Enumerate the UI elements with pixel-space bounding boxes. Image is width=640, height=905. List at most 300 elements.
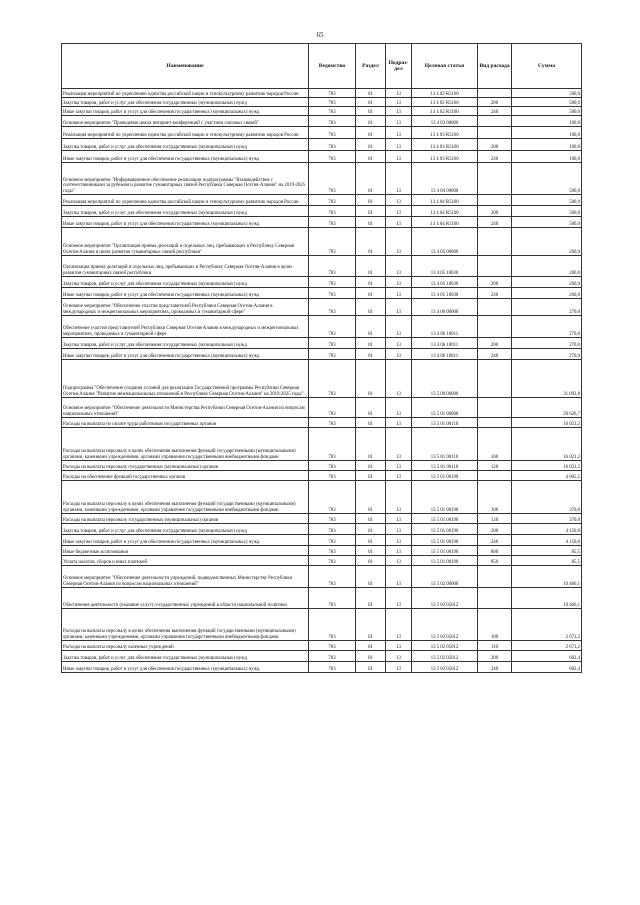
table-row [62, 217, 582, 228]
cell-subsection: 13 [386, 217, 412, 228]
cell-section: 01 [356, 428, 386, 461]
cell-department: 783 [309, 609, 356, 641]
cell-section: 01 [356, 288, 386, 299]
cell-name: Расходы на выплаты персоналу в целях обеспечения выполнения функций государственными (муниципальными) органами, казенными учреждениями, органами управления государственными внебюджетными фондами [62, 428, 309, 461]
cell-target-article: 13 5 02 05012 [412, 641, 478, 651]
cell-subsection: 13 [386, 609, 412, 641]
cell-amount: 370,0 [512, 514, 582, 524]
cell-target-article: 13 4 02 R5160 [412, 107, 478, 116]
table-row [62, 116, 582, 127]
cell-target-article: 13 5 02 05012 [412, 651, 478, 662]
cell-section: 01 [356, 98, 386, 107]
cell-amount: 16 021,2 [512, 461, 582, 471]
table-row [62, 566, 582, 588]
cell-amount: 4 150,0 [512, 524, 582, 535]
cell-department: 783 [309, 277, 356, 288]
cell-section: 01 [356, 481, 386, 514]
cell-subsection: 13 [386, 514, 412, 524]
cell-section: 01 [356, 461, 386, 471]
cell-amount: 270,0 [512, 316, 582, 338]
cell-amount: 500,0 [512, 206, 582, 217]
cell-section: 01 [356, 418, 386, 428]
cell-section: 01 [356, 566, 386, 588]
col-header-target-article: Целевая статья [412, 44, 478, 89]
cell-name: Основное мероприятие "Обеспечение деятельности Министерства Республики Северная Осетия-Алания по вопросам национальных отношений" [62, 398, 309, 418]
cell-subsection: 13 [386, 524, 412, 535]
table-row [62, 428, 582, 461]
cell-subsection: 13 [386, 461, 412, 471]
table-row [62, 338, 582, 349]
cell-subsection: 13 [386, 428, 412, 461]
cell-target-article: 13 4 06 10011 [412, 349, 478, 360]
cell-section: 01 [356, 228, 386, 256]
cell-department: 783 [309, 195, 356, 206]
cell-target-article: 13 4 06 10011 [412, 338, 478, 349]
cell-section: 01 [356, 256, 386, 277]
cell-department: 783 [309, 349, 356, 360]
cell-name: Закупка товаров, работ и услуг для обеспечения государственных (муниципальных) нужд [62, 338, 309, 349]
cell-section: 01 [356, 662, 386, 673]
cell-department: 783 [309, 461, 356, 471]
table-row [62, 277, 582, 288]
cell-subsection: 13 [386, 98, 412, 107]
cell-expense-type [478, 256, 512, 277]
cell-section: 01 [356, 139, 386, 151]
cell-subsection: 13 [386, 316, 412, 338]
cell-name: Закупка товаров, работ и услуг для обеспечения государственных (муниципальных) нужд [62, 98, 309, 107]
table-row [62, 127, 582, 139]
cell-amount: 31 092,8 [512, 360, 582, 398]
cell-amount: 2 673,2 [512, 609, 582, 641]
cell-department: 783 [309, 481, 356, 514]
cell-name: Расходы на выплаты персоналу государственных (муниципальных) органов [62, 514, 309, 524]
cell-amount: 100,0 [512, 116, 582, 127]
table-row [62, 89, 582, 98]
cell-section: 01 [356, 471, 386, 481]
table-row [62, 316, 582, 338]
cell-expense-type: 200 [478, 98, 512, 107]
cell-expense-type: 240 [478, 662, 512, 673]
cell-amount: 260,0 [512, 277, 582, 288]
cell-name: Закупка товаров, работ и услуг для обеспечения государственных (муниципальных) нужд [62, 651, 309, 662]
cell-amount: 500,0 [512, 217, 582, 228]
cell-subsection: 13 [386, 398, 412, 418]
cell-expense-type [478, 89, 512, 98]
table-row [62, 206, 582, 217]
page-number: 65 [316, 31, 324, 39]
cell-subsection: 13 [386, 641, 412, 651]
cell-target-article: 13 5 02 05012 [412, 588, 478, 609]
cell-expense-type [478, 116, 512, 127]
col-header-subsection: Подраз-дел [386, 44, 412, 89]
table-row [62, 139, 582, 151]
col-header-department: Ведомство [309, 44, 356, 89]
cell-department: 783 [309, 127, 356, 139]
cell-name: Расходы на выплаты по оплате труда работников государственных органов [62, 418, 309, 428]
cell-name: Расходы на выплаты персоналу казенных учреждений [62, 641, 309, 651]
cell-target-article: 13 4 05 10030 [412, 288, 478, 299]
cell-target-article: 13 4 04 00000 [412, 163, 478, 195]
cell-name: Уплата налогов, сборов и иных платежей [62, 556, 309, 566]
table-row [62, 151, 582, 163]
cell-subsection: 13 [386, 139, 412, 151]
cell-amount: 10 466,1 [512, 588, 582, 609]
cell-department: 783 [309, 662, 356, 673]
cell-expense-type: 100 [478, 481, 512, 514]
cell-name: Иные закупки товаров, работ и услуг для обеспечения государственных (муниципальных) нужд [62, 349, 309, 360]
cell-target-article: 13 4 03 R5160 [412, 127, 478, 139]
cell-department: 783 [309, 338, 356, 349]
cell-amount: 260,0 [512, 288, 582, 299]
table-row [62, 163, 582, 195]
cell-target-article: 13 4 06 00000 [412, 299, 478, 316]
cell-expense-type: 200 [478, 338, 512, 349]
cell-target-article: 13 5 01 00110 [412, 428, 478, 461]
cell-amount: 2 673,2 [512, 641, 582, 651]
cell-name: Организация приема делегаций и отдельных лиц, пребывающих в Республику Северная Осетия-Алания в целях развития гуманитарных связей республики [62, 256, 309, 277]
cell-target-article: 13 4 03 R5160 [412, 151, 478, 163]
cell-target-article: 13 4 04 R5160 [412, 206, 478, 217]
cell-section: 01 [356, 316, 386, 338]
cell-expense-type [478, 228, 512, 256]
cell-target-article: 13 4 04 R5160 [412, 217, 478, 228]
cell-target-article: 13 4 03 R5160 [412, 139, 478, 151]
cell-subsection: 13 [386, 338, 412, 349]
cell-section: 01 [356, 107, 386, 116]
cell-department: 783 [309, 256, 356, 277]
cell-expense-type: 120 [478, 461, 512, 471]
cell-name: Закупка товаров, работ и услуг для обеспечения государственных (муниципальных) нужд [62, 277, 309, 288]
cell-expense-type: 240 [478, 217, 512, 228]
cell-subsection: 13 [386, 299, 412, 316]
cell-department: 783 [309, 163, 356, 195]
cell-name: Иные закупки товаров, работ и услуг для обеспечения государственных (муниципальных) нужд [62, 151, 309, 163]
cell-expense-type: 120 [478, 514, 512, 524]
cell-subsection: 13 [386, 546, 412, 556]
cell-name: Реализация мероприятий по укреплению единства российской нации и этнокультурному развитию народов России [62, 195, 309, 206]
cell-subsection: 13 [386, 195, 412, 206]
cell-expense-type [478, 299, 512, 316]
cell-expense-type: 200 [478, 206, 512, 217]
cell-amount: 602,4 [512, 651, 582, 662]
cell-department: 783 [309, 299, 356, 316]
cell-target-article: 13 5 00 00000 [412, 360, 478, 398]
cell-section: 01 [356, 151, 386, 163]
cell-name: Иные закупки товаров, работ и услуг для обеспечения государственных (муниципальных) нужд [62, 217, 309, 228]
cell-target-article: 13 4 02 R5160 [412, 89, 478, 98]
cell-department: 783 [309, 98, 356, 107]
cell-name: Основное мероприятие "Информационное обеспечение реализации подпрограммы "Взаимодействие с соотечественниками за рубежом и развитие гуманитарных связей Республики Северная Осетия-Алания" на 2019-2025 годы" [62, 163, 309, 195]
cell-section: 01 [356, 299, 386, 316]
cell-subsection: 13 [386, 651, 412, 662]
col-header-expense-type: Вид расхода [478, 44, 512, 89]
cell-expense-type: 110 [478, 641, 512, 651]
table-row [62, 461, 582, 471]
cell-name: Основное мероприятие "Обеспечение деятельности учреждений, подведомственных Министерству Республики Северная Осетия-Алания по вопросам национальных отношений" [62, 566, 309, 588]
cell-expense-type: 100 [478, 609, 512, 641]
cell-subsection: 13 [386, 535, 412, 546]
cell-department: 783 [309, 428, 356, 461]
cell-section: 01 [356, 338, 386, 349]
cell-name: Иные бюджетные ассигнования [62, 546, 309, 556]
cell-department: 783 [309, 556, 356, 566]
cell-target-article: 13 5 01 00110 [412, 418, 478, 428]
cell-target-article: 13 5 01 00190 [412, 514, 478, 524]
cell-section: 01 [356, 217, 386, 228]
cell-expense-type: 240 [478, 151, 512, 163]
cell-amount: 100,0 [512, 127, 582, 139]
cell-amount: 500,0 [512, 89, 582, 98]
table-row [62, 418, 582, 428]
cell-expense-type [478, 566, 512, 588]
cell-subsection: 13 [386, 349, 412, 360]
cell-department: 783 [309, 566, 356, 588]
table-row [62, 524, 582, 535]
cell-department: 783 [309, 217, 356, 228]
cell-department: 783 [309, 651, 356, 662]
cell-section: 01 [356, 514, 386, 524]
cell-amount: 85,5 [512, 556, 582, 566]
cell-target-article: 13 4 04 R5160 [412, 195, 478, 206]
cell-expense-type: 240 [478, 535, 512, 546]
cell-section: 01 [356, 89, 386, 98]
cell-section: 01 [356, 163, 386, 195]
cell-amount: 16 021,2 [512, 418, 582, 428]
budget-table [61, 43, 582, 673]
cell-name: Расходы на выплаты персоналу в целях обеспечения выполнения функций государственными (муниципальными) органами, казенными учреждениями, органами управления государственными внебюджетными фондами [62, 609, 309, 641]
cell-name: Обеспечение деятельности (оказание услуг) государственных учреждений в области национальной политики [62, 588, 309, 609]
cell-expense-type [478, 163, 512, 195]
cell-amount: 270,0 [512, 299, 582, 316]
cell-expense-type: 200 [478, 651, 512, 662]
cell-amount: 500,0 [512, 98, 582, 107]
cell-expense-type [478, 360, 512, 398]
cell-expense-type: 240 [478, 107, 512, 116]
table-row [62, 256, 582, 277]
cell-name: Иные закупки товаров, работ и услуг для обеспечения государственных (муниципальных) нужд [62, 662, 309, 673]
col-header-name: Наименование [62, 44, 309, 89]
cell-department: 783 [309, 151, 356, 163]
cell-section: 01 [356, 524, 386, 535]
cell-section: 01 [356, 349, 386, 360]
cell-expense-type: 850 [478, 556, 512, 566]
table-row [62, 535, 582, 546]
cell-department: 783 [309, 139, 356, 151]
cell-name: Расходы на обеспечение функций государственных органов [62, 471, 309, 481]
cell-expense-type: 800 [478, 546, 512, 556]
cell-expense-type: 200 [478, 524, 512, 535]
cell-expense-type [478, 398, 512, 418]
cell-target-article: 13 5 02 05012 [412, 662, 478, 673]
table-row [62, 98, 582, 107]
cell-amount: 20 626,7 [512, 398, 582, 418]
cell-name: Реализация мероприятий по укреплению единства российской нации и этнокультурному развитию народов России [62, 127, 309, 139]
cell-subsection: 13 [386, 256, 412, 277]
table-row [62, 546, 582, 556]
cell-section: 01 [356, 588, 386, 609]
table-row [62, 662, 582, 673]
cell-section: 01 [356, 206, 386, 217]
cell-name: Иные закупки товаров, работ и услуг для обеспечения государственных (муниципальных) нужд [62, 107, 309, 116]
table-row [62, 349, 582, 360]
table-row [62, 228, 582, 256]
cell-section: 01 [356, 277, 386, 288]
cell-target-article: 13 5 01 00190 [412, 481, 478, 514]
table-row [62, 195, 582, 206]
cell-department: 783 [309, 316, 356, 338]
cell-amount: 270,0 [512, 338, 582, 349]
col-header-amount: Сумма [512, 44, 582, 89]
cell-target-article: 13 4 05 00000 [412, 228, 478, 256]
cell-name: Основное мероприятие "Организация приема делегаций и отдельных лиц, пребывающих в Республику Северная Осетия-Алания в целях развития гуманитарных связей республики" [62, 228, 309, 256]
cell-target-article: 13 5 01 00190 [412, 546, 478, 556]
cell-section: 01 [356, 127, 386, 139]
table-header-row [62, 44, 582, 89]
cell-section: 01 [356, 360, 386, 398]
table-row [62, 299, 582, 316]
cell-department: 783 [309, 588, 356, 609]
cell-target-article: 13 5 01 00190 [412, 535, 478, 546]
cell-name: Подпрограмма "Обеспечение создания условий для реализации Государственной программы Республики Северная Осетия-Алания "Развитие межнациональных отношений в Республике Северная Осетия-Алания" на 2019-2025 годы" [62, 360, 309, 398]
cell-target-article: 13 5 01 00110 [412, 461, 478, 471]
cell-department: 783 [309, 514, 356, 524]
cell-expense-type [478, 316, 512, 338]
cell-subsection: 13 [386, 471, 412, 481]
cell-expense-type [478, 195, 512, 206]
cell-target-article: 13 5 01 00190 [412, 471, 478, 481]
cell-amount: 16 021,2 [512, 428, 582, 461]
cell-target-article: 13 4 05 10030 [412, 277, 478, 288]
cell-target-article: 13 4 05 10030 [412, 256, 478, 277]
cell-subsection: 13 [386, 288, 412, 299]
cell-name: Обеспечение участия представителей Республики Северная Осетия-Алания в международных и межрегиональных мероприятиях, проводимых в гуманитарной сфере [62, 316, 309, 338]
cell-expense-type [478, 418, 512, 428]
cell-amount: 4 605,5 [512, 471, 582, 481]
cell-section: 01 [356, 609, 386, 641]
cell-department: 783 [309, 398, 356, 418]
cell-amount: 100,0 [512, 139, 582, 151]
cell-section: 01 [356, 546, 386, 556]
cell-subsection: 13 [386, 116, 412, 127]
table-row [62, 588, 582, 609]
cell-target-article: 13 5 02 00000 [412, 566, 478, 588]
cell-target-article: 13 4 06 10011 [412, 316, 478, 338]
cell-name: Реализация мероприятий по укреплению единства российской нации и этнокультурному развитию народов России [62, 89, 309, 98]
cell-expense-type [478, 588, 512, 609]
cell-subsection: 13 [386, 151, 412, 163]
cell-expense-type [478, 127, 512, 139]
cell-target-article: 13 5 01 00000 [412, 398, 478, 418]
cell-subsection: 13 [386, 277, 412, 288]
cell-name: Основное мероприятие "Проведение цикла интернет-конференций с участием союзных связей" [62, 116, 309, 127]
cell-subsection: 13 [386, 163, 412, 195]
cell-department: 783 [309, 524, 356, 535]
cell-department: 783 [309, 116, 356, 127]
cell-department: 783 [309, 89, 356, 98]
cell-subsection: 13 [386, 556, 412, 566]
cell-department: 783 [309, 228, 356, 256]
cell-name: Иные закупки товаров, работ и услуг для обеспечения государственных (муниципальных) нужд [62, 288, 309, 299]
cell-department: 783 [309, 206, 356, 217]
cell-expense-type: 200 [478, 139, 512, 151]
table-row [62, 556, 582, 566]
table-row [62, 609, 582, 641]
table-row [62, 641, 582, 651]
cell-name: Закупка товаров, работ и услуг для обеспечения государственных (муниципальных) нужд [62, 524, 309, 535]
cell-amount: 100,0 [512, 151, 582, 163]
cell-subsection: 13 [386, 418, 412, 428]
cell-subsection: 13 [386, 127, 412, 139]
cell-target-article: 13 5 01 00190 [412, 524, 478, 535]
cell-department: 783 [309, 546, 356, 556]
cell-name: Закупка товаров, работ и услуг для обеспечения государственных (муниципальных) нужд [62, 206, 309, 217]
cell-department: 783 [309, 360, 356, 398]
table-row [62, 398, 582, 418]
table-row [62, 481, 582, 514]
cell-target-article: 13 4 03 00000 [412, 116, 478, 127]
table-row [62, 651, 582, 662]
cell-amount: 500,0 [512, 163, 582, 195]
cell-amount: 370,0 [512, 481, 582, 514]
cell-amount: 500,0 [512, 195, 582, 206]
cell-section: 01 [356, 116, 386, 127]
table-row [62, 514, 582, 524]
cell-department: 783 [309, 471, 356, 481]
cell-department: 783 [309, 641, 356, 651]
cell-amount: 85,5 [512, 546, 582, 556]
cell-department: 783 [309, 288, 356, 299]
table-row [62, 288, 582, 299]
table-row [62, 360, 582, 398]
cell-section: 01 [356, 195, 386, 206]
cell-name: Расходы на выплаты персоналу в целях обеспечения выполнения функций государственными (муниципальными) органами, казенными учреждениями, органами управления государственными внебюджетными фондами [62, 481, 309, 514]
cell-department: 783 [309, 107, 356, 116]
cell-section: 01 [356, 556, 386, 566]
cell-expense-type: 240 [478, 349, 512, 360]
cell-section: 01 [356, 651, 386, 662]
cell-subsection: 13 [386, 662, 412, 673]
table-body [62, 89, 582, 673]
cell-subsection: 13 [386, 360, 412, 398]
cell-amount: 500,0 [512, 107, 582, 116]
cell-name: Иные закупки товаров, работ и услуг для обеспечения государственных (муниципальных) нужд [62, 535, 309, 546]
cell-amount: 260,0 [512, 256, 582, 277]
cell-department: 783 [309, 418, 356, 428]
cell-amount: 260,0 [512, 228, 582, 256]
cell-subsection: 13 [386, 89, 412, 98]
cell-subsection: 13 [386, 107, 412, 116]
cell-target-article: 13 4 02 R5160 [412, 98, 478, 107]
cell-expense-type [478, 471, 512, 481]
cell-section: 01 [356, 398, 386, 418]
cell-subsection: 13 [386, 566, 412, 588]
cell-subsection: 13 [386, 481, 412, 514]
cell-amount: 270,0 [512, 349, 582, 360]
cell-name: Закупка товаров, работ и услуг для обеспечения государственных (муниципальных) нужд [62, 139, 309, 151]
col-header-section: Раздел [356, 44, 386, 89]
cell-department: 783 [309, 535, 356, 546]
cell-section: 01 [356, 641, 386, 651]
cell-expense-type: 100 [478, 428, 512, 461]
cell-target-article: 13 5 02 05012 [412, 609, 478, 641]
cell-expense-type: 200 [478, 277, 512, 288]
cell-amount: 602,4 [512, 662, 582, 673]
cell-expense-type: 240 [478, 288, 512, 299]
cell-subsection: 13 [386, 588, 412, 609]
cell-name: Основное мероприятие "Обеспечение участия представителей Республики Северная Осетия-Алания в международных и межрегиональных мероприятиях, проводимых в гуманитарной сфере" [62, 299, 309, 316]
cell-subsection: 13 [386, 206, 412, 217]
cell-subsection: 13 [386, 228, 412, 256]
